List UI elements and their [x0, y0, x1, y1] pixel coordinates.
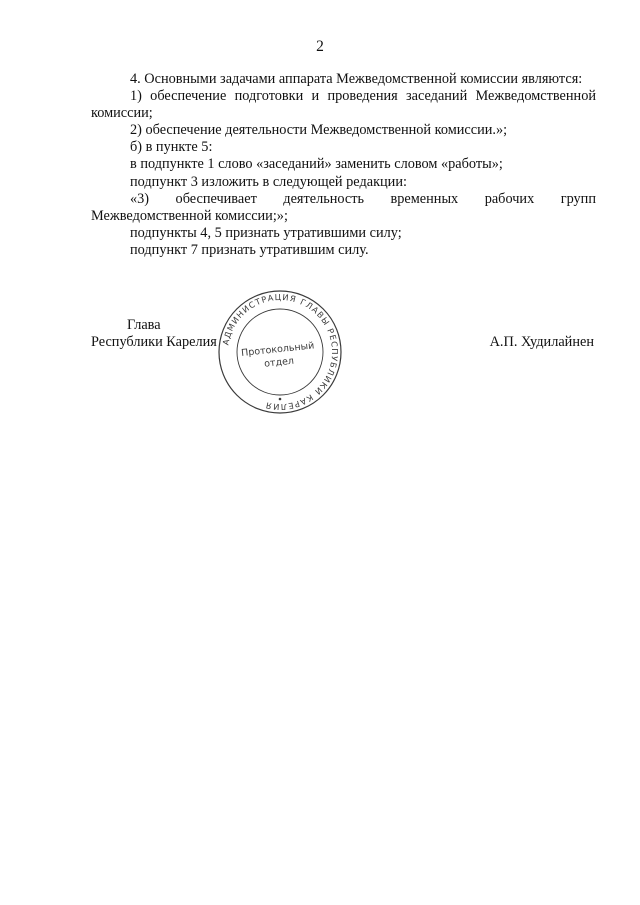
paragraph-task-2: 2) обеспечение деятельности Межведомственной комиссии.»;: [130, 122, 508, 139]
stamp-center-line1: Протокольный: [240, 340, 315, 360]
signature-region: Республики Карелия: [91, 334, 217, 350]
page-number: 2: [316, 38, 324, 55]
paragraph-subitem-7: подпункт 7 признать утратившим силу.: [130, 241, 369, 258]
paragraph-subitem-1: в подпункте 1 слово «заседаний» заменить словом «работы»;: [130, 156, 503, 173]
paragraph-new-wording: «3) обеспечивает деятельность временных рабочих групп Межведомственной комиссии;»;: [91, 190, 596, 224]
stamp-dot: [279, 398, 282, 401]
paragraph-tasks-heading: 4. Основными задачами аппарата Межведомственной комиссии являются:: [130, 71, 583, 87]
signature-title: Глава: [127, 317, 161, 333]
document-body: [91, 71, 596, 259]
paragraph-subitem-3: подпункт 3 изложить в следующей редакции:: [130, 173, 407, 190]
signature-name: А.П. Худилайнен: [489, 334, 594, 350]
paragraph-item-b: б) в пункте 5:: [130, 139, 213, 156]
paragraph-subitems-4-5: подпункты 4, 5 признать утратившими силу;: [130, 224, 402, 241]
paragraph-task-1: 1) обеспечение подготовки и проведения заседаний Межведомственной комиссии;: [91, 88, 596, 122]
stamp-center-line2: отдел: [263, 355, 295, 370]
official-stamp: [210, 290, 350, 415]
stamp-ring-text: АДМИНИСТРАЦИЯ ГЛАВЫ РЕСПУБЛИКИ КАРЕЛИЯ: [220, 291, 341, 413]
